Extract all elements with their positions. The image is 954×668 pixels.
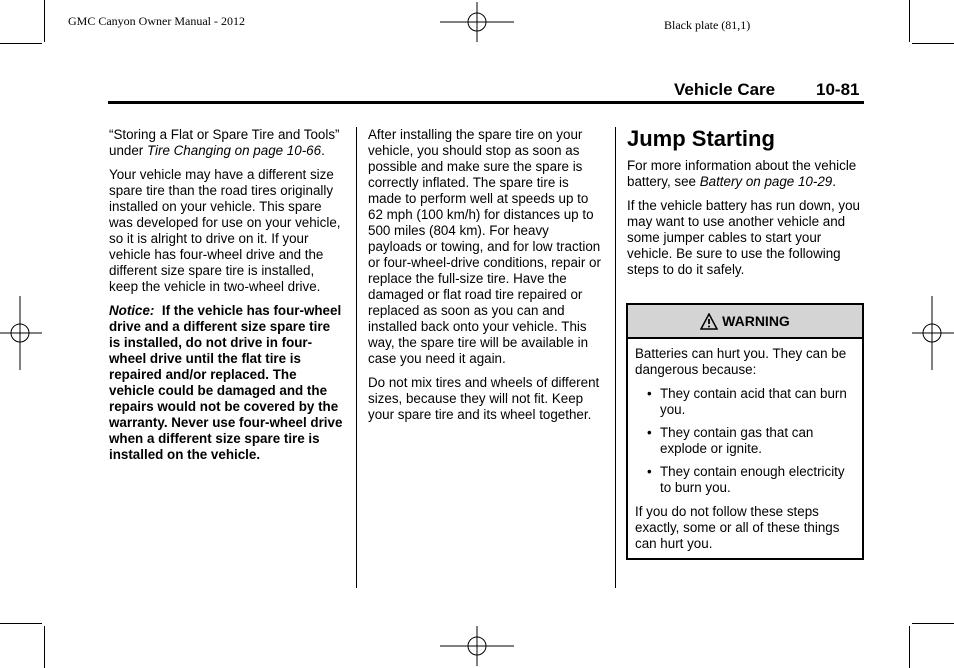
warning-body (628, 339, 862, 558)
paragraph (627, 158, 863, 190)
crop-mark (909, 0, 910, 42)
list-item: • They contain gas that can explode or ignite. (647, 425, 814, 456)
paragraph: After installing the spare tire on your vehicle, you should stop as soon as possible and make sure the spare is correctly inflated. The spare tire is made to perform well at speeds up to 62 mph (100 km/h) for distances up to 500 miles (804 km). For heavy payloads or towing, and for low traction or four-wheel-drive conditions, repair or replace the full-size tire. Have the damaged or flat road tire repaired or replaced as soon as you can and installed back onto your vehicle. This way, the spare tire will be available in case you need it again. (368, 127, 601, 366)
section-heading: Jump Starting (627, 126, 775, 151)
warning-list (635, 386, 855, 496)
list-item: • They contain acid that can burn you. (647, 386, 847, 417)
cross-reference-link[interactable]: Tire Changing on page 10-66 (146, 143, 322, 158)
text: “Storing a Flat or Spare Tire and Tools” under (109, 127, 340, 158)
crop-mark (912, 43, 954, 44)
list-item: • They contain enough electricity to burn you. (647, 464, 845, 495)
warning-box (626, 303, 864, 560)
column-3 (627, 126, 863, 286)
column-1 (109, 127, 343, 471)
text: For more information about the vehicle battery, see (627, 158, 857, 189)
list-item-text: They contain gas that can explode or ignite. (660, 425, 814, 456)
registration-target-top (440, 2, 514, 42)
notice-paragraph (109, 303, 343, 463)
column-2 (368, 127, 604, 431)
paragraph: Do not mix tires and wheels of different sizes, because they will not fit. Keep your spare tire and its wheel together. (368, 375, 600, 422)
registration-target-left (0, 296, 42, 370)
section-header: Vehicle Care (674, 80, 776, 99)
column-divider (615, 127, 616, 588)
page-number: 10-81 (816, 80, 860, 99)
crop-mark (0, 43, 42, 44)
paragraph: If the vehicle battery has run down, you may want to use another vehicle and some jumper cables to start your vehicle. Be sure to use the following steps to do it safely. (627, 198, 860, 277)
paragraph (109, 127, 343, 159)
crop-mark (909, 626, 910, 668)
manual-title-note: GMC Canyon Owner Manual - 2012 (68, 14, 245, 28)
paragraph: Your vehicle may have a different size spare tire than the road tires originally installed on your vehicle. This spare was developed for use on your vehicle, so it is alright to drive on it. If your vehicle has four-wheel drive and the different size spare tire is installed, keep the vehicle in two-wheel drive. (109, 167, 341, 294)
list-item-text: They contain acid that can burn you. (660, 386, 847, 417)
plate-note: Black plate (81,1) (664, 18, 751, 32)
warning-triangle-icon (700, 313, 718, 330)
header-rule (108, 101, 864, 104)
text: . (321, 143, 325, 158)
crop-mark (912, 623, 954, 624)
notice-text: If the vehicle has four-wheel drive and a different size spare tire is installed, do not drive in four-wheel drive until the flat tire is repaired and/or replaced. The vehicle could be damaged and the repairs would not be covered by the warranty. Never use four-wheel drive when a different size spare tire is installed on the vehicle. (109, 303, 343, 462)
warning-header (628, 305, 862, 339)
text: . (832, 174, 836, 189)
column-divider (356, 127, 357, 588)
cross-reference-link[interactable]: Battery on page 10-29 (699, 174, 833, 189)
crop-mark (44, 626, 45, 668)
crop-mark (0, 623, 42, 624)
crop-mark (44, 0, 45, 42)
notice-label: Notice: (109, 303, 155, 318)
warning-outro: If you do not follow these steps exactly, some or all of these things can hurt you. (635, 504, 840, 551)
list-item-text: They contain enough electricity to burn you. (660, 464, 845, 495)
warning-intro: Batteries can hurt you. They can be dangerous because: (635, 346, 847, 377)
registration-target-bottom (440, 626, 514, 666)
registration-target-right (912, 296, 954, 370)
warning-title: WARNING (722, 313, 790, 329)
